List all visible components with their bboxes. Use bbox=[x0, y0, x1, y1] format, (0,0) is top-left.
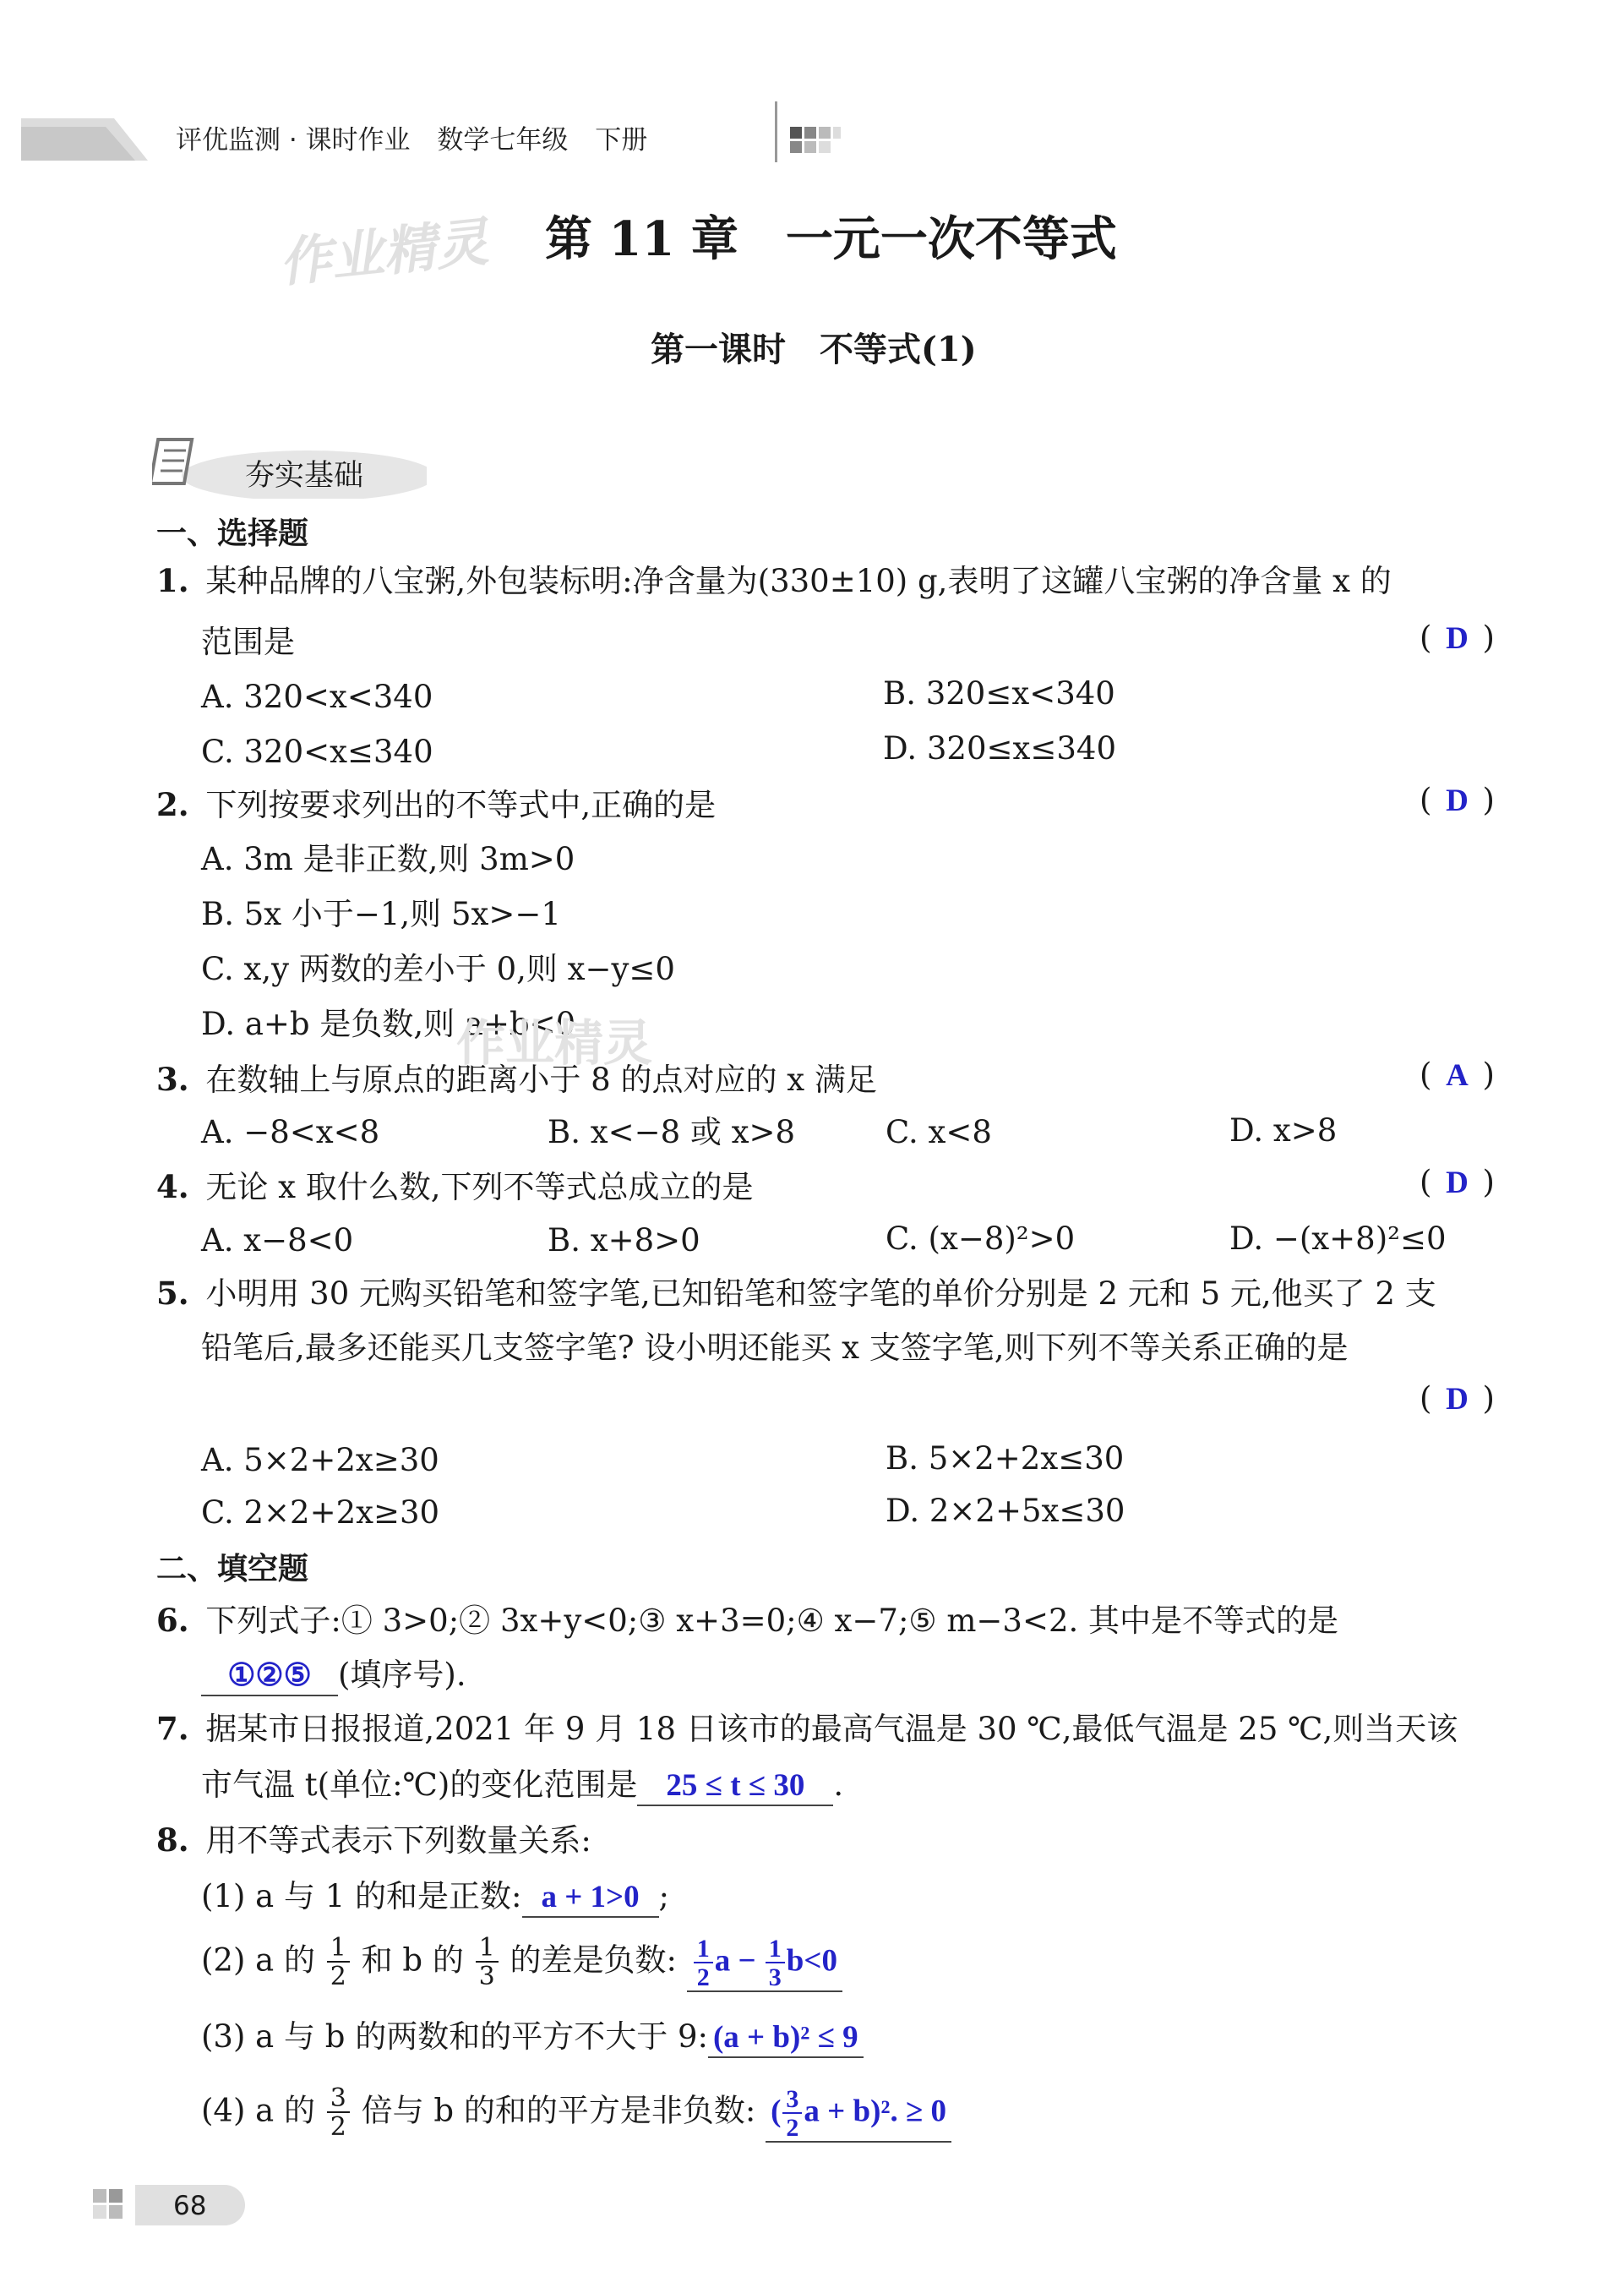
q1-answer-box bbox=[1420, 620, 1495, 657]
fraction-numerator: 3 bbox=[327, 2086, 350, 2113]
watermark-logo: 作业精灵 bbox=[275, 210, 492, 294]
q8-sub1 bbox=[201, 1878, 669, 1918]
q2-number: 2. bbox=[156, 786, 189, 823]
q8-sub3-answer: (a + b)² ≤ 9 bbox=[708, 2019, 864, 2058]
q8-sub3-text: (3) a 与 b 的两数和的平方不大于 9: bbox=[201, 2018, 708, 2055]
q8-sub3 bbox=[201, 2018, 864, 2058]
q2-option-b: B. 5x 小于−1,则 5x>−1 bbox=[201, 896, 561, 932]
answer-part: ( bbox=[771, 2094, 782, 2129]
q8-sub4-answer bbox=[766, 2087, 951, 2143]
q8-sub2 bbox=[201, 1933, 842, 1992]
q2-line bbox=[156, 786, 716, 824]
q6-stem: 下列式子:① 3>0;② 3x+y<0;③ x+3=0;④ x−7;⑤ m−3<2. 其中是不等式的是 bbox=[205, 1603, 1339, 1639]
q1-option-a: A. 320<x<340 bbox=[201, 679, 433, 715]
fraction-numerator: 1 bbox=[327, 1936, 350, 1963]
q1-stem-line2: 范围是 bbox=[201, 624, 295, 660]
q6-number: 6. bbox=[156, 1602, 189, 1639]
lesson-title: 第一课时 不等式(1) bbox=[651, 330, 977, 369]
answer-part: a − bbox=[714, 1943, 764, 1979]
q1-option-b: B. 320≤x<340 bbox=[883, 675, 1115, 712]
section-label: 夯实基础 bbox=[245, 459, 364, 493]
q3-option-b: B. x<−8 或 x>8 bbox=[548, 1114, 796, 1150]
q1-answer: D bbox=[1446, 621, 1469, 656]
q5-option-d: D. 2×2+5x≤30 bbox=[886, 1493, 1125, 1529]
book-icon bbox=[152, 435, 203, 498]
q8-line bbox=[156, 1821, 591, 1859]
q4-answer-box bbox=[1420, 1164, 1495, 1201]
fraction-denominator: 3 bbox=[768, 1963, 782, 1992]
q8-sub1-answer: a + 1>0 bbox=[522, 1879, 659, 1918]
q4-line bbox=[156, 1168, 754, 1206]
q6-line2 bbox=[201, 1657, 466, 1696]
q4-option-d: D. −(x+8)²≤0 bbox=[1229, 1220, 1447, 1257]
part2-title: 二、填空题 bbox=[156, 1552, 309, 1586]
q6-tail: (填序号). bbox=[338, 1657, 466, 1693]
q2-answer-box bbox=[1420, 782, 1495, 819]
q4-option-b: B. x+8>0 bbox=[548, 1222, 700, 1259]
fraction-three-halves bbox=[327, 2083, 350, 2142]
q5-line1 bbox=[156, 1275, 1436, 1313]
q6-answer: ①②⑤ bbox=[201, 1657, 338, 1696]
q1-stem-line1: 某种品牌的八宝粥,外包装标明:净含量为(330±10) g,表明了这罐八宝粥的净含量 x 的 bbox=[205, 563, 1392, 599]
q3-answer: A bbox=[1446, 1058, 1469, 1093]
q4-number: 4. bbox=[156, 1168, 189, 1205]
q7-line1 bbox=[156, 1710, 1458, 1748]
part1-title: 一、选择题 bbox=[156, 516, 309, 551]
q7-answer: 25 ≤ t ≤ 30 bbox=[637, 1767, 833, 1806]
q3-answer-box bbox=[1420, 1057, 1495, 1094]
header-squares-icon bbox=[790, 127, 841, 159]
paren-close: ) bbox=[1482, 782, 1495, 818]
q8-sub2-pre: (2) a 的 bbox=[201, 1941, 315, 1979]
q1-line1 bbox=[156, 562, 1392, 600]
header-title bbox=[176, 125, 647, 156]
fraction-numerator: 1 bbox=[694, 1936, 713, 1963]
q5-stem-line2: 铅笔后,最多还能买几支签字笔? 设小明还能买 x 支签字笔,则下列不等关系正确的是 bbox=[201, 1330, 1349, 1366]
paren-close: ) bbox=[1482, 620, 1495, 656]
paren-close: ) bbox=[1482, 1164, 1495, 1200]
answer-fraction-third bbox=[766, 1936, 785, 1990]
q7-line2 bbox=[201, 1766, 843, 1806]
header-subject: 数学七年级 bbox=[437, 125, 569, 156]
q3-stem: 在数轴上与原点的距离小于 8 的点对应的 x 满足 bbox=[205, 1062, 877, 1098]
q8-sub1-tail: ; bbox=[658, 1878, 669, 1914]
fraction-numerator: 1 bbox=[476, 1936, 499, 1963]
fraction-half bbox=[327, 1933, 350, 1991]
fraction-denominator: 2 bbox=[786, 2114, 799, 2143]
q7-number: 7. bbox=[156, 1710, 189, 1747]
fraction-denominator: 2 bbox=[696, 1963, 710, 1992]
answer-part: b<0 bbox=[786, 1943, 837, 1979]
q2-option-a: A. 3m 是非正数,则 3m>0 bbox=[201, 841, 575, 877]
header-volume: 下册 bbox=[595, 125, 648, 156]
fraction-numerator: 3 bbox=[782, 2087, 802, 2114]
paren-open: ( bbox=[1420, 1057, 1432, 1093]
q8-sub4-pre: (4) a 的 bbox=[201, 2092, 315, 2129]
q5-stem-line1: 小明用 30 元购买铅笔和签字笔,已知铅笔和签字笔的单价分别是 2 元和 5 元,他买了 2 支 bbox=[205, 1275, 1436, 1312]
page-number: 68 bbox=[173, 2191, 207, 2221]
q5-answer: D bbox=[1446, 1382, 1469, 1417]
paren-close: ) bbox=[1482, 1057, 1495, 1093]
q5-option-b: B. 5×2+2x≤30 bbox=[886, 1440, 1125, 1477]
chapter-title: 第 11 章 一元一次不等式 bbox=[545, 211, 1117, 267]
q4-option-a: A. x−8<0 bbox=[201, 1222, 354, 1259]
q8-sub4 bbox=[201, 2083, 951, 2143]
q6-line1 bbox=[156, 1602, 1338, 1640]
q5-answer-box bbox=[1420, 1380, 1495, 1417]
q3-option-c: C. x<8 bbox=[886, 1114, 992, 1150]
fraction-denominator: 2 bbox=[330, 1962, 346, 1991]
watermark-middle: 作业精灵 bbox=[456, 1014, 653, 1072]
paren-close: ) bbox=[1482, 1380, 1495, 1417]
paren-open: ( bbox=[1420, 1164, 1432, 1200]
q4-answer: D bbox=[1446, 1166, 1469, 1200]
q8-sub1-text: (1) a 与 1 的和是正数: bbox=[201, 1878, 522, 1914]
q5-option-a: A. 5×2+2x≥30 bbox=[201, 1442, 439, 1478]
header-divider bbox=[775, 101, 777, 162]
q2-option-c: C. x,y 两数的差小于 0,则 x−y≤0 bbox=[201, 951, 675, 987]
header-decoration bbox=[21, 101, 148, 161]
q3-number: 3. bbox=[156, 1061, 189, 1098]
header-stripe-graphic bbox=[21, 101, 148, 161]
fraction-denominator: 2 bbox=[330, 2112, 346, 2142]
paren-open: ( bbox=[1420, 620, 1432, 656]
q7-tail: . bbox=[833, 1766, 844, 1803]
q4-option-c: C. (x−8)²>0 bbox=[886, 1220, 1076, 1257]
q3-option-d: D. x>8 bbox=[1229, 1112, 1338, 1149]
q8-stem: 用不等式表示下列数量关系: bbox=[205, 1822, 591, 1859]
q8-number: 8. bbox=[156, 1821, 189, 1859]
q8-sub2-answer bbox=[687, 1936, 842, 1992]
q2-option-d: D. a+b 是负数,则 a+b<0 bbox=[201, 1006, 576, 1042]
q8-sub4-post: 倍与 b 的和的平方是非负数: bbox=[361, 2092, 756, 2129]
q3-option-a: A. −8<x<8 bbox=[201, 1114, 380, 1150]
answer-part: a + b)². ≥ 0 bbox=[804, 2094, 947, 2129]
q5-option-c: C. 2×2+2x≥30 bbox=[201, 1494, 440, 1531]
q8-sub2-mid: 和 b 的 bbox=[361, 1941, 464, 1979]
q3-line bbox=[156, 1061, 877, 1099]
q2-answer: D bbox=[1446, 784, 1469, 818]
q1-option-d: D. 320≤x≤340 bbox=[883, 730, 1116, 767]
fraction-third bbox=[476, 1933, 499, 1991]
q1-option-c: C. 320<x≤340 bbox=[201, 734, 433, 770]
paren-open: ( bbox=[1420, 1380, 1432, 1417]
q4-stem: 无论 x 取什么数,下列不等式总成立的是 bbox=[205, 1169, 754, 1205]
q7-stem-line2: 市气温 t(单位:℃)的变化范围是 bbox=[201, 1766, 638, 1803]
answer-fraction-half bbox=[694, 1936, 713, 1990]
q7-stem-line1: 据某市日报报道,2021 年 9 月 18 日该市的最高气温是 30 ℃,最低气温是 25 ℃,则当天该 bbox=[205, 1711, 1458, 1747]
answer-fraction-three-halves bbox=[782, 2087, 802, 2141]
q2-stem: 下列按要求列出的不等式中,正确的是 bbox=[205, 787, 717, 823]
paren-open: ( bbox=[1420, 782, 1432, 818]
header-series: 评优监测 · 课时作业 bbox=[176, 125, 411, 156]
q1-number: 1. bbox=[156, 562, 189, 599]
fraction-denominator: 3 bbox=[478, 1962, 495, 1991]
q8-sub2-post: 的差是负数: bbox=[510, 1941, 677, 1979]
fraction-numerator: 1 bbox=[766, 1936, 785, 1963]
q5-number: 5. bbox=[156, 1275, 189, 1312]
